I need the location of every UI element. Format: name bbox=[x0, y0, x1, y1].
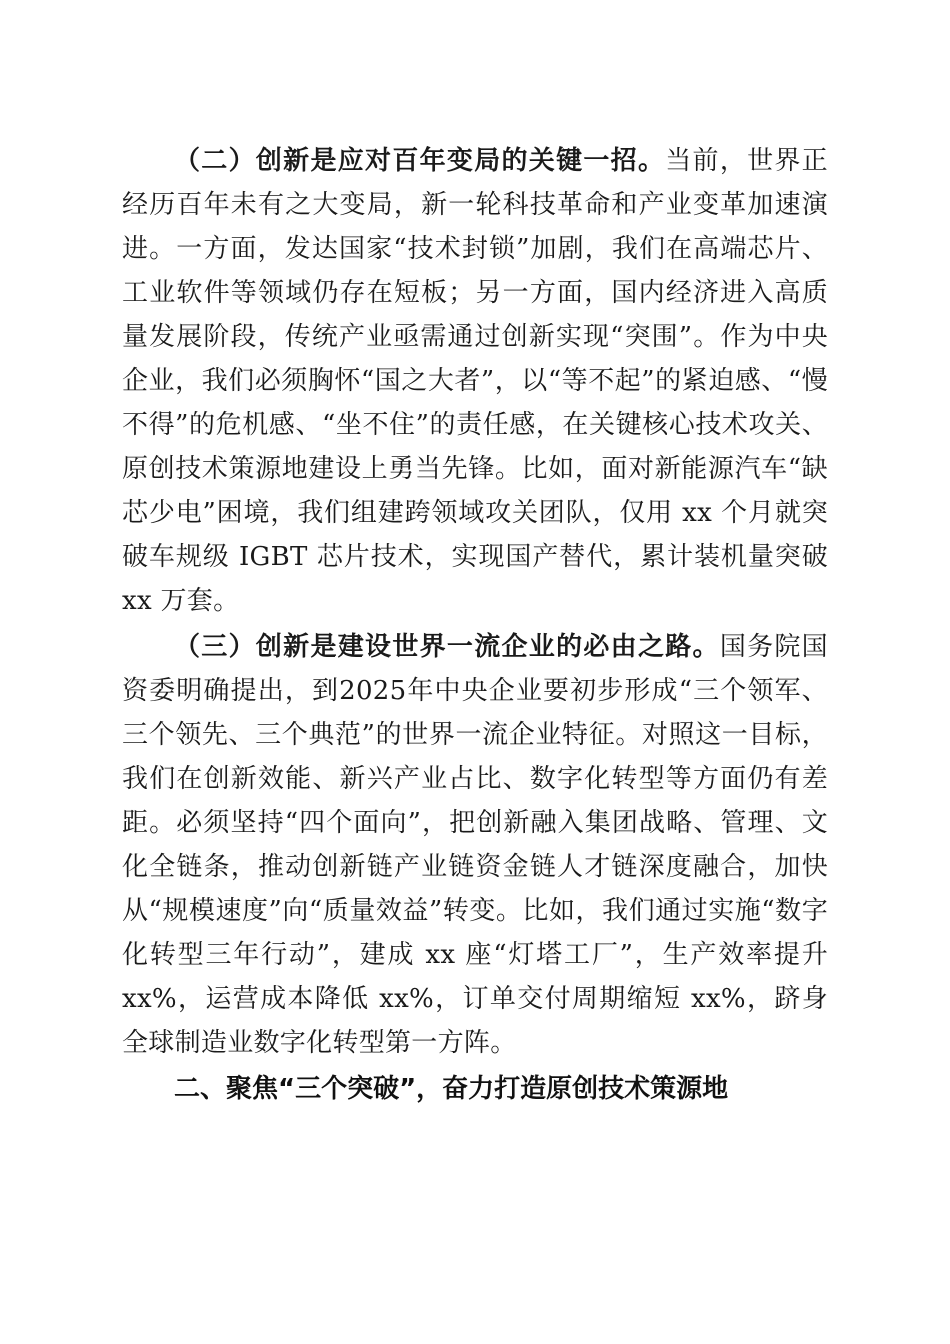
section-heading: 二、聚焦“三个突破”，奋力打造原创技术策源地 bbox=[174, 1074, 729, 1104]
document-body bbox=[122, 139, 828, 1111]
paragraph-lead: （三）创新是建设世界一流企业的必由之路。 bbox=[174, 632, 720, 662]
paragraph-text: 当前，世界正经历百年未有之大变局，新一轮科技革命和产业变革加速演进。一方面，发达国家“技术封锁”加剧，我们在高端芯片、工业软件等领域仍存在短板；另一方面，国内经济进入高质量发展阶段，传统产业亟需通过创新实现“突围”。作为中央企业，我们必须胸怀“国之大者”，以“等不起”的紧迫感、“慢不得”的危机感、“坐不住”的责任感，在关键核心技术攻关、原创技术策源地建设上勇当先锋。比如，面对新能源汽车“缺芯少电”困境，我们组建跨领域攻关团队，仅用 xx 个月就突破车规级 IGBT 芯片技术，实现国产替代，累计装机量突破 xx 万套。 bbox=[122, 146, 828, 616]
paragraph-text: 国务院国资委明确提出，到2025年中央企业要初步形成“三个领军、三个领先、三个典范”的世界一流企业特征。对照这一目标，我们在创新效能、新兴产业占比、数字化转型等方面仍有差距。必须坚持“四个面向”，把创新融入集团战略、管理、文化全链条，推动创新链产业链资金链人才链深度融合，加快从“规模速度”向“质量效益”转变。比如，我们通过实施“数字化转型三年行动”，建成 xx 座“灯塔工厂”，生产效率提升 xx%，运营成本降低 xx%，订单交付周期缩短 xx%，跻身全球制造业数字化转型第一方阵。 bbox=[122, 632, 828, 1058]
paragraph-lead: （二）创新是应对百年变局的关键一招。 bbox=[174, 146, 666, 176]
paragraph-innovation-global-change bbox=[122, 139, 828, 623]
paragraph-world-class-enterprise bbox=[122, 625, 828, 1065]
